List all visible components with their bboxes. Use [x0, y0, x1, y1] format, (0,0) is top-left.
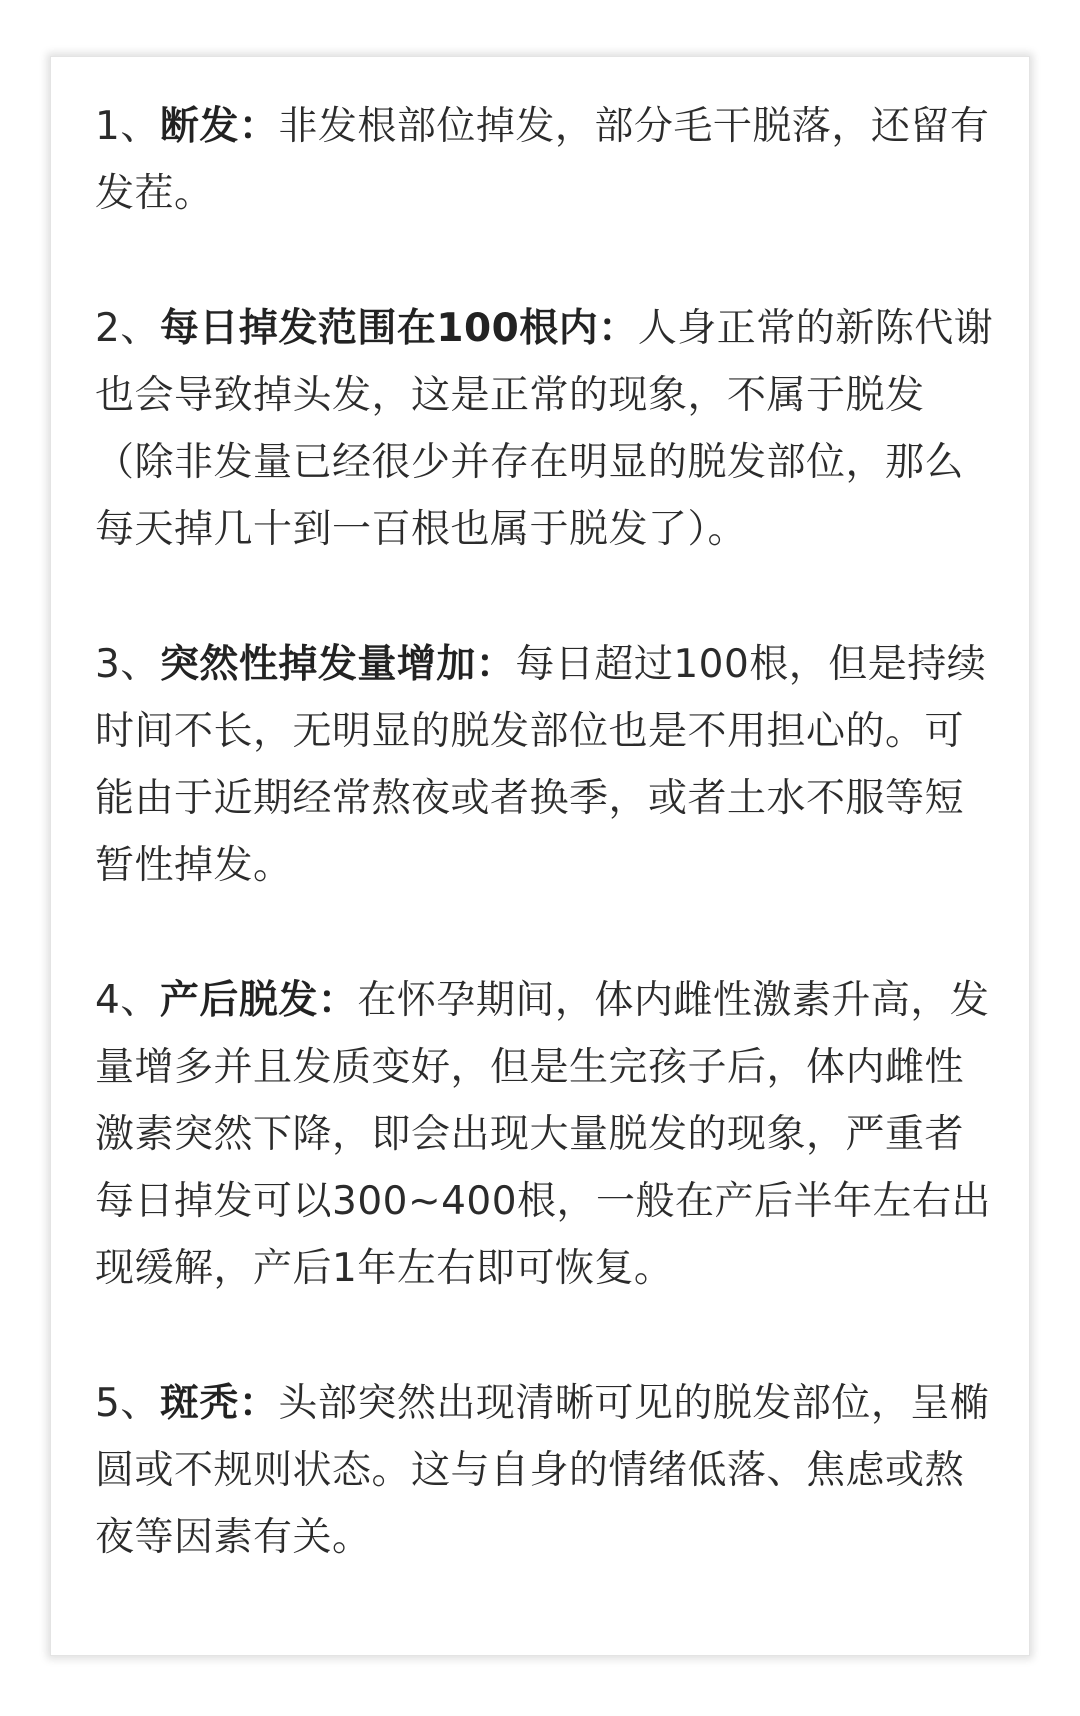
item-term: 断发：	[159, 104, 279, 149]
item-description: 非发根部位掉发，部分毛干脱落，还留有发茬。	[95, 104, 990, 216]
list-item	[95, 295, 995, 563]
article-card	[50, 56, 1030, 1656]
list-item	[95, 1370, 995, 1571]
item-description: 人身正常的新陈代谢也会导致掉头发，这是正常的现象，不属于脱发（除非发量已经很少并存在明显的脱发部位，那么每天掉几十到一百根也属于脱发了）。	[95, 306, 994, 552]
item-term: 突然性掉发量增加：	[159, 642, 516, 687]
list-item	[95, 93, 995, 227]
item-description: 每日超过100根，但是持续时间不长，无明显的脱发部位也是不用担心的。可能由于近期经常熬夜或者换季，或者土水不服等短暂性掉发。	[95, 642, 987, 888]
item-description: 在怀孕期间，体内雌性激素升高，发量增多并且发质变好，但是生完孩子后，体内雌性激素突然下降，即会出现大量脱发的现象，严重者每日掉发可以300~400根，一般在产后半年左右出现缓解，产后1年左右即可恢复。	[95, 978, 992, 1291]
item-description: 头部突然出现清晰可见的脱发部位，呈椭圆或不规则状态。这与自身的情绪低落、焦虑或熬夜等因素有关。	[95, 1381, 990, 1560]
list-item	[95, 967, 995, 1302]
item-term: 每日掉发范围在100根内：	[159, 306, 638, 351]
item-number: 3、	[95, 642, 160, 687]
item-number: 1、	[95, 104, 160, 149]
item-number: 4、	[95, 978, 160, 1023]
item-number: 2、	[95, 306, 160, 351]
item-term: 斑秃：	[159, 1381, 279, 1426]
item-number: 5、	[95, 1381, 160, 1426]
item-term: 产后脱发：	[159, 978, 358, 1023]
list-item	[95, 631, 995, 899]
article-content	[95, 93, 995, 1571]
